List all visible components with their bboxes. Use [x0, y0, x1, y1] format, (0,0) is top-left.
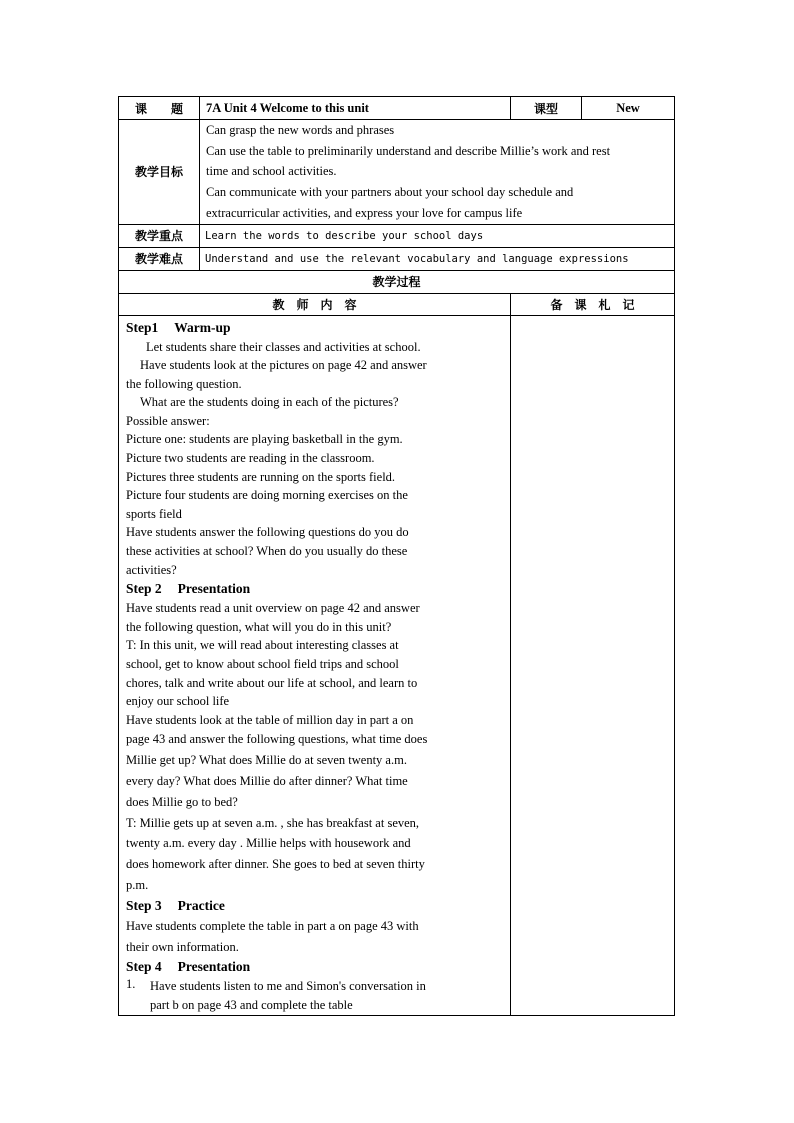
step-heading	[126, 579, 503, 599]
difficult-point-row	[119, 247, 675, 270]
text-line: activities?	[126, 562, 177, 577]
goals-row	[119, 120, 675, 225]
text-line: Have students answer the following questions do you do	[126, 525, 409, 540]
prep-notes-area	[511, 315, 675, 1015]
goal-line: Can grasp the new words and phrases	[206, 123, 395, 137]
process-columns-row	[119, 293, 675, 315]
difficult-point-value: Understand and use the relevant vocabulary and language expressions	[200, 247, 675, 270]
text-line: does homework after dinner. She goes to bed at seven thirty	[126, 857, 425, 872]
numbered-item	[126, 977, 503, 1014]
text-line: Let students share their classes and activities at school.	[146, 339, 421, 354]
step-title: Presentation	[177, 959, 251, 975]
teacher-content	[119, 315, 511, 1015]
step-heading	[126, 896, 503, 916]
key-point-label: 教学重点	[119, 224, 200, 247]
step-number: Step 2	[126, 581, 162, 597]
text-line: T: Millie gets up at seven a.m. , she has breakfast at seven,	[126, 815, 420, 830]
topic-value: 7A Unit 4 Welcome to this unit	[200, 97, 511, 120]
goal-line: Can use the table to preliminarily understand and describe Millie’s work and rest	[206, 143, 611, 158]
text-line: the following question, what will you do in this unit?	[126, 619, 392, 634]
goal-line: extracurricular activities, and express your love for campus life	[206, 205, 523, 220]
text-line: twenty a.m. every day . Millie helps with housework and	[126, 836, 411, 851]
topic-label: 课 题	[119, 97, 200, 120]
text-line: Picture one: students are playing basketball in the gym.	[126, 432, 403, 447]
step-title: Presentation	[177, 581, 251, 597]
step-number: Step 3	[126, 897, 162, 913]
key-point-value: Learn the words to describe your school days	[200, 224, 675, 247]
text-line: the following question.	[126, 376, 242, 391]
text-line: T: In this unit, we will read about interesting classes at	[126, 638, 399, 653]
text-line: every day? What does Millie do after dinner? What time	[126, 773, 408, 788]
prep-notes-header: 备 课 札 记	[511, 293, 675, 315]
text-line: part b on page 43 and complete the table	[150, 997, 353, 1012]
process-body-row	[119, 315, 675, 1015]
lesson-type-label: 课型	[511, 97, 582, 120]
teacher-content-header: 教 师 内 容	[119, 293, 511, 315]
step-title: Warm-up	[174, 319, 231, 335]
goals-content	[200, 120, 675, 225]
text-line: chores, talk and write about our life at school, and learn to	[126, 675, 418, 690]
step-title: Practice	[177, 897, 225, 913]
text-line: these activities at school? When do you usually do these	[126, 544, 408, 559]
text-line: does Millie go to bed?	[126, 794, 238, 809]
text-line: Picture two students are reading in the classroom.	[126, 451, 375, 466]
text-line: What are the students doing in each of the pictures?	[140, 395, 399, 410]
key-point-row	[119, 224, 675, 247]
text-line: enjoy our school life	[126, 694, 230, 709]
text-line: Have students look at the table of million day in part a on	[126, 712, 414, 727]
step-heading	[126, 318, 503, 338]
goal-line: time and school activities.	[206, 164, 337, 179]
text-line: Have students look at the pictures on page 42 and answer	[140, 358, 427, 373]
item-number: 1.	[126, 977, 136, 992]
text-line: Millie get up? What does Millie do at seven twenty a.m.	[126, 753, 407, 768]
text-line: Have students read a unit overview on page 42 and answer	[126, 601, 420, 616]
text-line: page 43 and answer the following questions, what time does	[126, 732, 428, 747]
text-line: Picture four students are doing morning exercises on the	[126, 488, 408, 503]
step-number: Step1	[126, 319, 159, 335]
lesson-plan-document	[118, 96, 674, 1016]
lesson-plan-table	[118, 96, 675, 1016]
text-line: Have students listen to me and Simon's conversation in	[150, 979, 426, 994]
difficult-point-label: 教学难点	[119, 247, 200, 270]
text-line: Have students complete the table in part a on page 43 with	[126, 918, 419, 933]
goal-line: Can communicate with your partners about your school day schedule and	[206, 185, 574, 200]
text-line: their own information.	[126, 939, 239, 954]
process-title-row	[119, 270, 675, 293]
text-line: school, get to know about school field trips and school	[126, 657, 399, 672]
goals-label: 教学目标	[119, 120, 200, 225]
text-line: sports field	[126, 506, 182, 521]
lesson-type-value: New	[582, 97, 675, 120]
text-line: Possible answer:	[126, 413, 210, 428]
text-line: Pictures three students are running on the sports field.	[126, 469, 396, 484]
step-heading	[126, 957, 503, 977]
topic-row	[119, 97, 675, 120]
text-line: p.m.	[126, 877, 149, 892]
step-number: Step 4	[126, 959, 162, 975]
process-title: 教学过程	[119, 270, 675, 293]
